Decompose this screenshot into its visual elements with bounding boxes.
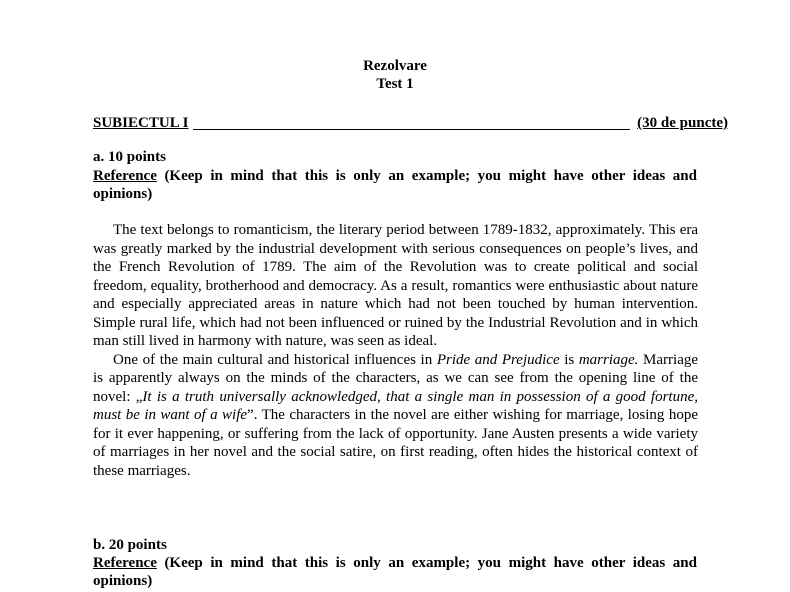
p2-text-4: ”. The characters in the novel are either wishing for marriage, losing hope for it ever happening, or suffering from the lack of opportunity. Jane Austen presents a wide variety of marriages in her novel and the social satire, on first reading, often hides the historical context of these marriages. bbox=[93, 407, 699, 479]
section-a-heading: a. 10 points bbox=[93, 149, 166, 165]
subject-underline-divider bbox=[193, 129, 630, 130]
p2-text-3: Marriage is apparently always on the minds of the characters, as we can see from the opening line of the novel: „ bbox=[93, 351, 699, 405]
p2-text-1: One of the main cultural and historical influences in bbox=[113, 351, 437, 368]
subject-points: (30 de puncte) bbox=[637, 115, 728, 131]
section-b-reference bbox=[93, 554, 697, 590]
document-title: Rezolvare bbox=[363, 58, 427, 74]
section-a-paragraph-2 bbox=[93, 351, 698, 481]
section-a-reference-label: Reference bbox=[93, 168, 157, 184]
section-a-reference bbox=[93, 167, 697, 203]
section-a-paragraph-1: The text belongs to romanticism, the literary period between 1789-1832, approximately. This era was greatly marked by the industrial development with serious consequences on people’s lives, and the French Revolution of 1789. The aim of the Revolution was to create political and social freedom, equality, brotherhood and democracy. As a result, romantics were enthusiastic about nature and especially appreciated areas in nature which had not been touched by human intervention. Simple rural life, which had not been influenced or ruined by the Industrial Revolution and in which man still lived in harmony with nature, was seen as ideal. bbox=[93, 222, 698, 349]
subject-heading-row bbox=[93, 114, 728, 132]
section-b-heading: b. 20 points bbox=[93, 537, 167, 553]
p2-quote-italic: It is a truth universally acknowledged, that a single man in possession of a good fortune, must be in want of a wife bbox=[93, 388, 698, 423]
section-b-reference-label: Reference bbox=[93, 555, 157, 571]
document-subtitle: Test 1 bbox=[376, 76, 414, 92]
section-b-reference-note: (Keep in mind that this is only an example; you might have other ideas and opinions) bbox=[93, 555, 697, 589]
p2-text-2: is bbox=[559, 351, 579, 368]
section-a-body bbox=[93, 221, 698, 480]
p2-marriage-italic: marriage. bbox=[578, 351, 639, 368]
subject-name: SUBIECTUL I bbox=[93, 115, 189, 131]
p2-title-italic: Pride and Prejudice bbox=[436, 351, 560, 368]
section-a-reference-note: (Keep in mind that this is only an example; you might have other ideas and opinions) bbox=[93, 168, 697, 202]
